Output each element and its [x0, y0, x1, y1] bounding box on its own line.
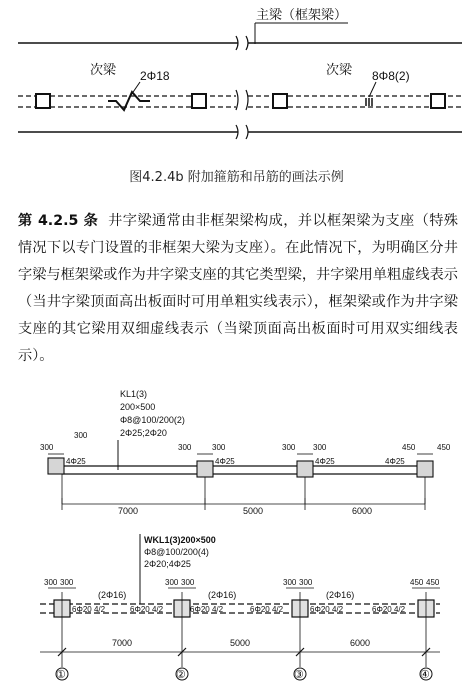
- wkl1-mid-bar-2: (2Φ16): [208, 590, 237, 600]
- wkl1-drawing: [40, 534, 440, 681]
- wkl1-mid-bar-3: (2Φ16): [326, 590, 355, 600]
- wkl1-mid-bar-1: (2Φ16): [98, 590, 127, 600]
- kl1-dim-5: 300: [282, 443, 296, 452]
- kl1-dim-6: 300: [313, 443, 327, 452]
- column-square: [192, 94, 206, 108]
- wkl1-longitudinal: 2Φ20;4Φ25: [144, 559, 191, 569]
- kl1-dim-3: 300: [178, 443, 192, 452]
- axis-label-2: ②: [176, 669, 186, 681]
- secondary-beam-label-right: 次梁: [326, 62, 353, 77]
- kl1-drawing: [40, 389, 451, 516]
- hanger-bar-label: 2Φ18: [140, 69, 170, 83]
- stirrup-leader: [369, 82, 376, 97]
- kl1-span-3: 6000: [352, 506, 373, 516]
- wkl1-support-bar-3: 6Φ20 4/2: [190, 605, 224, 614]
- kl1-support-bar-1: 4Φ25: [66, 457, 86, 466]
- kl1-dim-4: 300: [212, 443, 226, 452]
- wkl1-dim-5: 300: [283, 578, 297, 587]
- axis-label-4: ④: [420, 669, 430, 681]
- secondary-beam-break: [236, 90, 248, 110]
- wkl1-dim-6: 300: [299, 578, 313, 587]
- wkl1-dim-8: 450: [426, 578, 440, 587]
- wkl1-span-1: 7000: [112, 638, 133, 648]
- wkl1-dim-1: 300: [44, 578, 58, 587]
- clause-text: 井字梁通常由非框架梁构成，并以框架梁为支座（特殊情况下以专门设置的非框架大梁为支座）。在此情况下，为明确区分井字梁与框架梁或作为井字梁支座的其它类型梁，井字梁用单粗虚线表示（当井字梁顶面高出板面时可用单粗实线表示），框架梁或作为井字梁支座的其它梁用双细虚线表示（当梁顶面高出板面时可用双实细线表示）。: [18, 213, 458, 364]
- secondary-beam-label-left: 次梁: [90, 62, 117, 77]
- figure-hanger-stirrup-example: [0, 0, 473, 160]
- break-mark-top: [236, 36, 248, 50]
- column-markers: [36, 94, 445, 108]
- secondary-beam-lines: [18, 96, 462, 107]
- column-square: [36, 94, 50, 108]
- kl1-title: KL1(3): [120, 389, 148, 399]
- kl1-longitudinal: 2Φ25;2Φ20: [120, 428, 167, 438]
- wkl1-title: WKL1(3)200×500: [144, 535, 216, 545]
- kl1-support-4: [417, 461, 433, 477]
- stirrup-label: 8Φ8(2): [372, 69, 410, 83]
- kl1-support-bar-4: 4Φ25: [385, 457, 405, 466]
- wkl1-dim-3: 300: [165, 578, 179, 587]
- kl1-span-2: 5000: [243, 506, 264, 516]
- wkl1-support-bar-4: 6Φ20 4/2: [250, 605, 284, 614]
- kl1-size: 200×500: [120, 402, 156, 412]
- kl1-dim-7: 450: [402, 443, 416, 452]
- kl1-support-3: [297, 461, 313, 477]
- column-square: [273, 94, 287, 108]
- kl1-support-1: [48, 458, 64, 474]
- wkl1-dim-7: 450: [410, 578, 424, 587]
- kl1-dim-1: 300: [40, 443, 54, 452]
- wkl1-span-3: 6000: [350, 638, 371, 648]
- break-mark-bottom: [236, 125, 248, 139]
- kl1-dim-2: 300: [74, 431, 88, 440]
- wkl1-support-bar-5: 6Φ20 4/2: [310, 605, 344, 614]
- clause-paragraph: [18, 208, 458, 370]
- wkl1-span-2: 5000: [230, 638, 251, 648]
- main-beam-lines: [18, 43, 462, 132]
- figure-caption: [0, 166, 473, 185]
- wkl1-dim-2: 300: [60, 578, 74, 587]
- wkl1-stirrup: Φ8@100/200(4): [144, 547, 209, 557]
- kl1-stirrup: Φ8@100/200(2): [120, 415, 185, 425]
- wkl1-support-bar-1: 6Φ20 4/2: [72, 605, 106, 614]
- wkl1-support-bar-6: 6Φ20 4/2: [372, 605, 406, 614]
- stirrup-marks: [366, 98, 372, 106]
- kl1-dim-8: 450: [437, 443, 451, 452]
- kl1-support-bar-2: 4Φ25: [215, 457, 235, 466]
- main-beam-label: 主梁（框架梁）: [256, 7, 348, 22]
- kl1-span-1: 7000: [118, 506, 139, 516]
- column-square: [431, 94, 445, 108]
- wkl1-support-bar-2: 6Φ20 4/2: [130, 605, 164, 614]
- figure-caption-text: 图4.2.4b 附加箍筋和吊筋的画法示例: [129, 170, 344, 185]
- kl1-support-bar-3: 4Φ25: [315, 457, 335, 466]
- axis-label-1: ①: [56, 669, 66, 681]
- figure-beam-drawings: [0, 382, 473, 693]
- kl1-support-2: [197, 461, 213, 477]
- axis-label-3: ③: [294, 669, 304, 681]
- wkl1-dim-4: 300: [181, 578, 195, 587]
- clause-number: 第 4.2.5 条: [18, 213, 99, 229]
